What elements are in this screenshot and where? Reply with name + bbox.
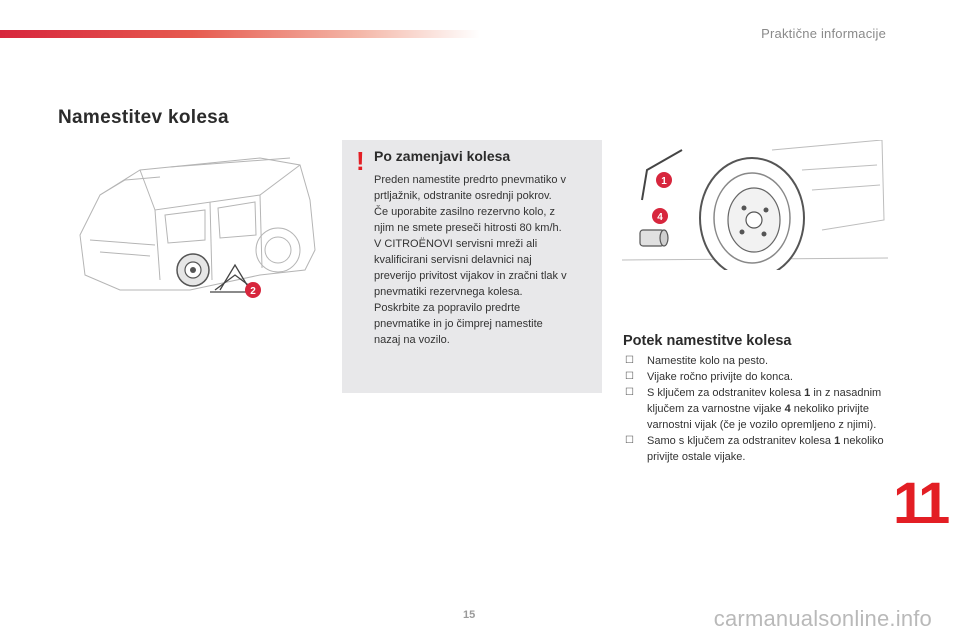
checkbox-bullet-icon: ☐ xyxy=(625,355,634,366)
svg-text:4: 4 xyxy=(657,212,663,223)
section-label: Praktične informacije xyxy=(761,26,886,41)
checkbox-bullet-icon: ☐ xyxy=(625,435,634,446)
warning-callout xyxy=(342,140,602,393)
callout-badge-2 xyxy=(245,282,261,298)
chapter-number: 11 xyxy=(893,471,947,536)
spare-wheel-icon xyxy=(177,254,209,286)
header-accent-bar xyxy=(0,30,480,38)
callout-title: Po zamenjavi kolesa xyxy=(374,148,511,164)
callout-badge-4 xyxy=(652,208,668,224)
steps-list xyxy=(623,353,893,465)
page-number: 15 xyxy=(463,609,476,621)
page-title: Namestitev kolesa xyxy=(58,107,229,128)
svg-text:1: 1 xyxy=(661,176,667,187)
list-item: ☐ S ključem za odstranitev kolesa 1 in z nasadnim ključem za varnostne vijake 4 nekoliko privijte varnostni vijak (če je vozilo opremljeno z njimi). xyxy=(625,387,882,431)
callout-body: Preden namestite predrto pnevmatiko v prtljažnik, odstranite osrednji pokrov. Če uporabite zasilno rezervno kolo, z njim ne smete preseči hitrosti 80 km/h. V CITROËNOVI servisni mreži ali kvalificirani servisni delavnici naj preverijo privitost vijakov in zračni tlak v pnevmatiki rezervnega kolesa. Poskrbite za popravilo predrte pnevmatike in jo čimprej namestite nazaj na vozilo. xyxy=(374,174,567,346)
checkbox-bullet-icon: ☐ xyxy=(625,387,634,398)
list-item: ☐ Vijake ročno privijte do konca. xyxy=(625,371,793,383)
watermark: carmanualsonline.info xyxy=(713,606,932,631)
svg-text:2: 2 xyxy=(250,286,256,297)
wheel-fitting-illustration xyxy=(622,140,888,270)
callout-badge-1 xyxy=(656,172,672,188)
list-item: ☐ Samo s ključem za odstranitev kolesa 1 nekoliko privijte ostale vijake. xyxy=(625,435,884,463)
steps-title: Potek namestitve kolesa xyxy=(623,333,792,349)
list-item: ☐ Namestite kolo na pesto. xyxy=(625,355,769,367)
warning-icon: ! xyxy=(356,146,365,176)
tyre-icon xyxy=(700,158,804,270)
car-jack-illustration xyxy=(60,140,335,315)
checkbox-bullet-icon: ☐ xyxy=(625,371,634,382)
locking-nut-adapter-icon xyxy=(640,230,668,246)
